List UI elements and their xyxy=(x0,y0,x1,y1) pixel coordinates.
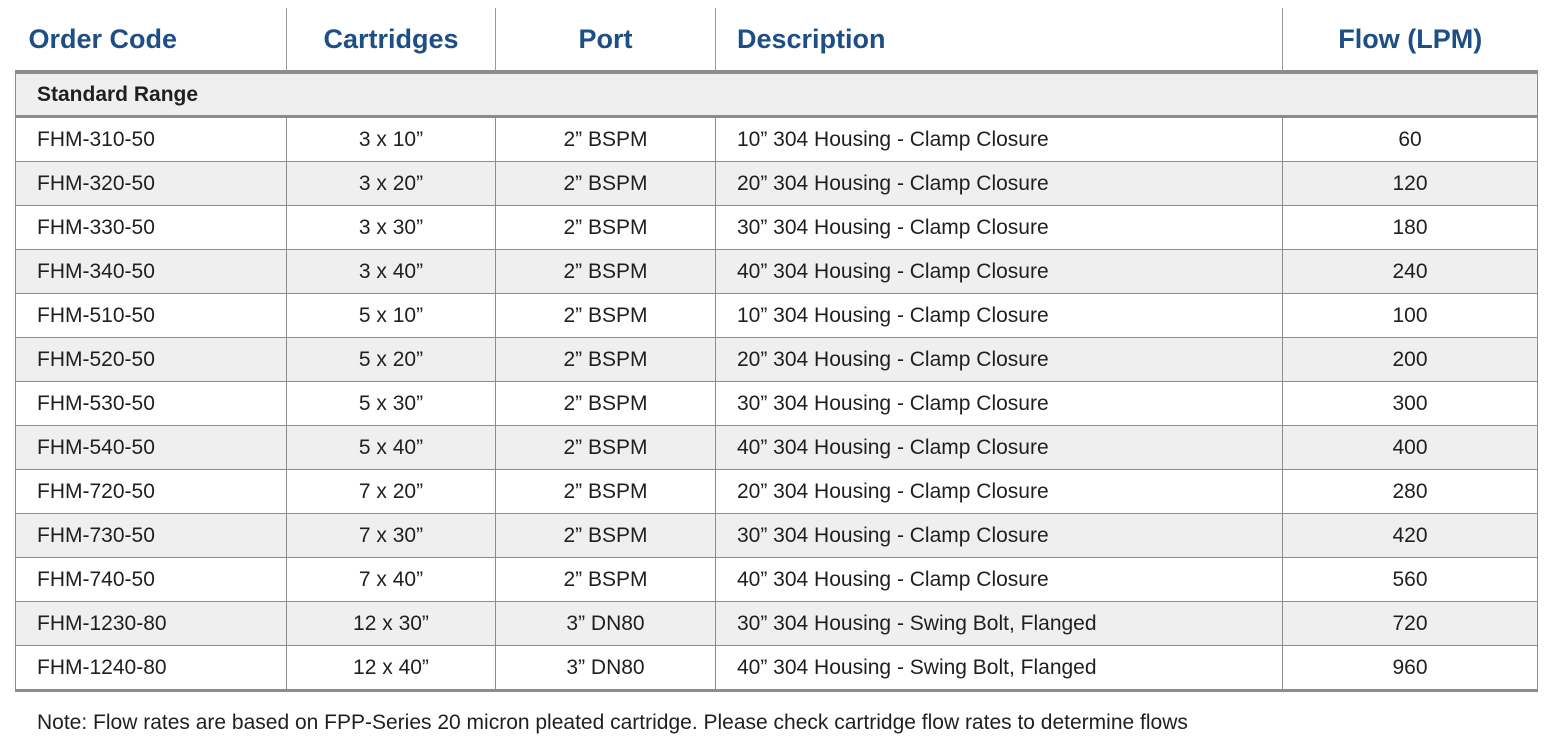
order-code-cell: FHM-320-50 xyxy=(16,162,287,206)
table-body xyxy=(16,72,1538,691)
table-row xyxy=(16,250,1538,294)
flow-cell: 420 xyxy=(1283,514,1538,558)
cartridges-cell: 5 x 10” xyxy=(287,294,496,338)
order-code-cell: FHM-740-50 xyxy=(16,558,287,602)
header-cartridges: Cartridges xyxy=(287,8,496,72)
flow-cell: 200 xyxy=(1283,338,1538,382)
cartridges-cell: 5 x 40” xyxy=(287,426,496,470)
cartridges-cell: 7 x 30” xyxy=(287,514,496,558)
description-cell: 40” 304 Housing - Clamp Closure xyxy=(716,426,1283,470)
product-table xyxy=(15,8,1538,692)
cartridges-cell: 12 x 30” xyxy=(287,602,496,646)
flow-cell: 960 xyxy=(1283,646,1538,691)
header-row xyxy=(16,8,1538,72)
table-row xyxy=(16,382,1538,426)
footnote: Note: Flow rates are based on FPP-Series 20 micron pleated cartridge. Please check cartridge flow rates to determine flows xyxy=(37,711,1188,734)
port-cell: 2” BSPM xyxy=(496,250,716,294)
table-row xyxy=(16,338,1538,382)
order-code-cell: FHM-310-50 xyxy=(16,117,287,162)
order-code-cell: FHM-520-50 xyxy=(16,338,287,382)
flow-cell: 180 xyxy=(1283,206,1538,250)
table-row xyxy=(16,426,1538,470)
table-row xyxy=(16,162,1538,206)
port-cell: 3” DN80 xyxy=(496,602,716,646)
flow-cell: 280 xyxy=(1283,470,1538,514)
port-cell: 2” BSPM xyxy=(496,206,716,250)
product-table-container xyxy=(15,8,1537,692)
port-cell: 2” BSPM xyxy=(496,382,716,426)
order-code-cell: FHM-530-50 xyxy=(16,382,287,426)
table-row xyxy=(16,558,1538,602)
cartridges-cell: 12 x 40” xyxy=(287,646,496,691)
table-row xyxy=(16,206,1538,250)
description-cell: 40” 304 Housing - Clamp Closure xyxy=(716,250,1283,294)
order-code-cell: FHM-340-50 xyxy=(16,250,287,294)
table-row xyxy=(16,602,1538,646)
header-order-code: Order Code xyxy=(16,8,287,72)
description-cell: 40” 304 Housing - Clamp Closure xyxy=(716,558,1283,602)
description-cell: 10” 304 Housing - Clamp Closure xyxy=(716,294,1283,338)
header-description: Description xyxy=(716,8,1283,72)
cartridges-cell: 7 x 20” xyxy=(287,470,496,514)
port-cell: 2” BSPM xyxy=(496,426,716,470)
table-row xyxy=(16,470,1538,514)
section-label: Standard Range xyxy=(16,72,1538,117)
description-cell: 30” 304 Housing - Clamp Closure xyxy=(716,206,1283,250)
table-row xyxy=(16,117,1538,162)
section-row xyxy=(16,72,1538,117)
flow-cell: 560 xyxy=(1283,558,1538,602)
cartridges-cell: 3 x 20” xyxy=(287,162,496,206)
order-code-cell: FHM-720-50 xyxy=(16,470,287,514)
port-cell: 2” BSPM xyxy=(496,514,716,558)
cartridges-cell: 7 x 40” xyxy=(287,558,496,602)
order-code-cell: FHM-330-50 xyxy=(16,206,287,250)
order-code-cell: FHM-730-50 xyxy=(16,514,287,558)
port-cell: 2” BSPM xyxy=(496,294,716,338)
description-cell: 30” 304 Housing - Clamp Closure xyxy=(716,514,1283,558)
description-cell: 30” 304 Housing - Clamp Closure xyxy=(716,382,1283,426)
flow-cell: 720 xyxy=(1283,602,1538,646)
port-cell: 3” DN80 xyxy=(496,646,716,691)
flow-cell: 300 xyxy=(1283,382,1538,426)
cartridges-cell: 5 x 30” xyxy=(287,382,496,426)
order-code-cell: FHM-510-50 xyxy=(16,294,287,338)
flow-cell: 400 xyxy=(1283,426,1538,470)
cartridges-cell: 3 x 30” xyxy=(287,206,496,250)
table-row xyxy=(16,646,1538,691)
flow-cell: 120 xyxy=(1283,162,1538,206)
description-cell: 20” 304 Housing - Clamp Closure xyxy=(716,338,1283,382)
port-cell: 2” BSPM xyxy=(496,162,716,206)
table-header xyxy=(16,8,1538,72)
flow-cell: 60 xyxy=(1283,117,1538,162)
flow-cell: 240 xyxy=(1283,250,1538,294)
cartridges-cell: 3 x 40” xyxy=(287,250,496,294)
order-code-cell: FHM-1230-80 xyxy=(16,602,287,646)
table-row xyxy=(16,294,1538,338)
order-code-cell: FHM-540-50 xyxy=(16,426,287,470)
header-port: Port xyxy=(496,8,716,72)
order-code-cell: FHM-1240-80 xyxy=(16,646,287,691)
header-flow: Flow (LPM) xyxy=(1283,8,1538,72)
cartridges-cell: 5 x 20” xyxy=(287,338,496,382)
table-row xyxy=(16,514,1538,558)
port-cell: 2” BSPM xyxy=(496,338,716,382)
description-cell: 20” 304 Housing - Clamp Closure xyxy=(716,470,1283,514)
port-cell: 2” BSPM xyxy=(496,117,716,162)
description-cell: 20” 304 Housing - Clamp Closure xyxy=(716,162,1283,206)
description-cell: 40” 304 Housing - Swing Bolt, Flanged xyxy=(716,646,1283,691)
port-cell: 2” BSPM xyxy=(496,558,716,602)
cartridges-cell: 3 x 10” xyxy=(287,117,496,162)
description-cell: 10” 304 Housing - Clamp Closure xyxy=(716,117,1283,162)
flow-cell: 100 xyxy=(1283,294,1538,338)
port-cell: 2” BSPM xyxy=(496,470,716,514)
description-cell: 30” 304 Housing - Swing Bolt, Flanged xyxy=(716,602,1283,646)
